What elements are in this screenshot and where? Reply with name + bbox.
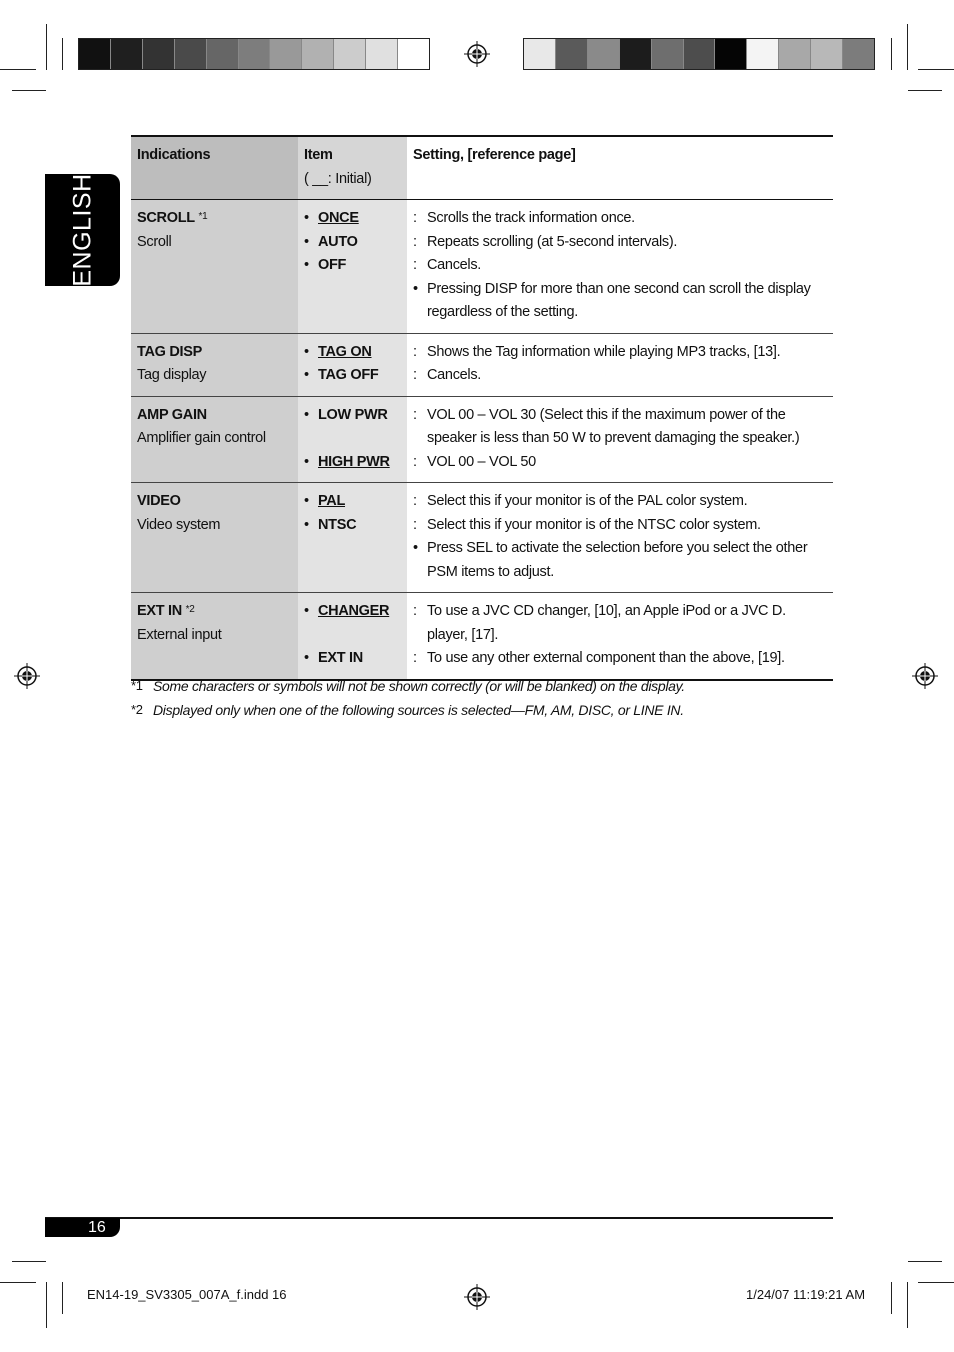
indication-description: Video system xyxy=(137,516,221,533)
crop-mark xyxy=(891,1282,892,1314)
page-number: 16 xyxy=(88,1219,106,1236)
desc-marker: • xyxy=(413,280,418,297)
crop-mark xyxy=(907,24,908,70)
option-label: AUTO xyxy=(318,233,358,250)
option-item xyxy=(304,364,401,388)
color-patch xyxy=(684,39,716,69)
indication-name: AMP GAIN xyxy=(137,406,207,423)
desc-marker: : xyxy=(413,516,417,533)
footnote-mark: *2 xyxy=(185,604,195,615)
item-cell xyxy=(298,397,407,483)
desc-marker: : xyxy=(413,406,417,423)
crop-mark xyxy=(908,1261,942,1262)
color-patch xyxy=(207,39,239,69)
color-bar-left xyxy=(78,38,430,70)
table-row xyxy=(131,483,833,593)
desc-text: Cancels. xyxy=(427,367,482,383)
option-item xyxy=(304,600,401,624)
option-label: TAG OFF xyxy=(318,367,379,383)
color-patch xyxy=(524,39,556,69)
desc-marker: : xyxy=(413,603,417,619)
indication-name: TAG DISP xyxy=(137,343,203,360)
setting-cell xyxy=(407,397,833,483)
header-item-sub: ( __: Initial) xyxy=(304,170,372,187)
item-cell xyxy=(298,334,407,396)
color-patch xyxy=(302,39,334,69)
desc-marker: : xyxy=(413,343,417,360)
indication-description: External input xyxy=(137,626,222,643)
registration-mark-icon xyxy=(464,1284,490,1310)
registration-mark-icon xyxy=(912,663,938,689)
crop-mark xyxy=(46,1282,47,1328)
option-item xyxy=(304,404,401,428)
color-patch xyxy=(588,39,620,69)
crop-mark xyxy=(908,90,942,91)
setting-cell xyxy=(407,593,833,679)
color-patch xyxy=(366,39,398,69)
desc-text: Scrolls the track information once. xyxy=(427,210,635,226)
table-row xyxy=(131,334,833,397)
crop-mark xyxy=(46,24,47,70)
color-patch xyxy=(334,39,366,69)
crop-mark xyxy=(0,1282,36,1283)
indication-cell xyxy=(131,200,298,333)
setting-description xyxy=(413,404,827,451)
color-patch xyxy=(143,39,175,69)
option-label: NTSC xyxy=(318,516,357,533)
crop-mark xyxy=(62,1282,63,1314)
setting-description xyxy=(413,341,827,365)
slug-timestamp: 1/24/07 11:19:21 AM xyxy=(746,1287,866,1302)
crop-mark xyxy=(12,1261,46,1262)
setting-description xyxy=(413,231,827,255)
setting-description xyxy=(413,451,827,475)
setting-description xyxy=(413,537,827,584)
setting-cell xyxy=(407,200,833,333)
color-patch xyxy=(556,39,588,69)
setting-description xyxy=(413,278,827,325)
desc-marker: • xyxy=(413,540,418,556)
indication-name: SCROLL xyxy=(137,210,195,226)
desc-text: Select this if your monitor is of the NTSC color system. xyxy=(427,516,761,533)
desc-text: VOL 00 – VOL 50 xyxy=(427,453,536,470)
option-item xyxy=(304,207,401,231)
indication-name: VIDEO xyxy=(137,493,181,509)
color-patch xyxy=(715,39,747,69)
color-patch xyxy=(620,39,652,69)
page-number-tab xyxy=(45,1218,120,1237)
item-cell xyxy=(298,593,407,679)
color-patch xyxy=(239,39,271,69)
indication-cell xyxy=(131,593,298,679)
option-item xyxy=(304,451,401,475)
color-patch xyxy=(79,39,111,69)
option-label: EXT IN xyxy=(318,650,363,666)
settings-table xyxy=(131,135,833,681)
footnote-mark: *1 xyxy=(131,678,143,693)
item-cell xyxy=(298,483,407,592)
color-patch xyxy=(652,39,684,69)
indication-cell xyxy=(131,483,298,592)
desc-text: To use a JVC CD changer, [10], an Apple iPod or a JVC D. player, [17]. xyxy=(427,603,786,643)
item-cell xyxy=(298,200,407,333)
option-label: HIGH PWR xyxy=(318,453,390,470)
option-item xyxy=(304,647,401,671)
option-item xyxy=(304,490,401,514)
setting-description xyxy=(413,647,827,671)
color-patch xyxy=(747,39,779,69)
footer-rule xyxy=(45,1217,833,1219)
indication-cell xyxy=(131,334,298,396)
footnote xyxy=(131,698,833,722)
indication-description: Tag display xyxy=(137,367,207,383)
header-indications: Indications xyxy=(131,137,298,199)
desc-marker: : xyxy=(413,367,417,383)
footnote-text: Some characters or symbols will not be shown correctly (or will be blanked) on the display. xyxy=(153,678,685,694)
color-patch xyxy=(811,39,843,69)
footnote-mark: *1 xyxy=(198,211,208,222)
setting-cell xyxy=(407,483,833,592)
option-label: TAG ON xyxy=(318,343,372,360)
color-patch xyxy=(779,39,811,69)
setting-cell xyxy=(407,334,833,396)
desc-text: Repeats scrolling (at 5-second intervals). xyxy=(427,233,678,250)
desc-text: Pressing DISP for more than one second can scroll the display regardless of the setting. xyxy=(427,280,811,320)
crop-mark xyxy=(907,1282,908,1328)
crop-mark xyxy=(891,38,892,70)
desc-text: Select this if your monitor is of the PAL color system. xyxy=(427,493,748,509)
indication-cell xyxy=(131,397,298,483)
indication-description: Amplifier gain control xyxy=(137,430,266,446)
option-item xyxy=(304,514,401,538)
registration-mark-icon xyxy=(14,663,40,689)
table-row xyxy=(131,200,833,334)
footnotes xyxy=(131,674,833,722)
desc-marker: : xyxy=(413,257,417,273)
crop-mark xyxy=(12,90,46,91)
footnote-text: Displayed only when one of the following sources is selected—FM, AM, DISC, or LINE IN. xyxy=(153,702,684,718)
table-header-row xyxy=(131,137,833,200)
color-patch xyxy=(398,39,429,69)
desc-marker: : xyxy=(413,453,417,470)
crop-mark xyxy=(918,69,954,70)
crop-mark xyxy=(0,69,36,70)
setting-description xyxy=(413,514,827,538)
indication-description: Scroll xyxy=(137,233,172,250)
color-patch xyxy=(843,39,874,69)
desc-text: VOL 00 – VOL 30 (Select this if the maximum power of the speaker is less than 50 W to prevent damaging the speaker.) xyxy=(427,406,800,446)
desc-marker: : xyxy=(413,210,417,226)
color-patch xyxy=(111,39,143,69)
option-label: ONCE xyxy=(318,210,359,226)
desc-text: To use any other external component than the above, [19]. xyxy=(427,650,785,666)
color-patch xyxy=(175,39,207,69)
desc-marker: : xyxy=(413,650,417,666)
footnote-mark: *2 xyxy=(131,702,143,717)
desc-marker: : xyxy=(413,493,417,509)
desc-text: Cancels. xyxy=(427,257,482,273)
indication-name: EXT IN xyxy=(137,603,182,619)
crop-mark xyxy=(62,38,63,70)
language-tab-label: ENGLISH xyxy=(68,173,96,287)
crop-mark xyxy=(918,1282,954,1283)
option-item xyxy=(304,231,401,255)
option-label: LOW PWR xyxy=(318,406,388,423)
option-label: CHANGER xyxy=(318,603,390,619)
setting-description xyxy=(413,207,827,231)
desc-text: Press SEL to activate the selection before you select the other PSM items to adjust. xyxy=(427,540,808,580)
option-label: PAL xyxy=(318,493,346,509)
color-bar-right xyxy=(523,38,875,70)
setting-description xyxy=(413,364,827,388)
footnote xyxy=(131,674,833,698)
table-row xyxy=(131,397,833,484)
header-item: Item ( __: Initial) xyxy=(298,137,407,199)
header-setting: Setting, [reference page] xyxy=(413,147,576,163)
language-tab xyxy=(45,174,120,286)
option-item xyxy=(304,254,401,278)
color-patch xyxy=(270,39,302,69)
setting-description xyxy=(413,490,827,514)
registration-mark-icon xyxy=(464,41,490,67)
table-row xyxy=(131,593,833,679)
setting-description xyxy=(413,600,827,647)
option-label: OFF xyxy=(318,257,347,273)
desc-text: Shows the Tag information while playing MP3 tracks, [13]. xyxy=(427,343,781,360)
desc-marker: : xyxy=(413,233,417,250)
slug-file-info: EN14-19_SV3305_007A_f.indd 16 xyxy=(87,1287,287,1302)
option-item xyxy=(304,341,401,365)
setting-description xyxy=(413,254,827,278)
